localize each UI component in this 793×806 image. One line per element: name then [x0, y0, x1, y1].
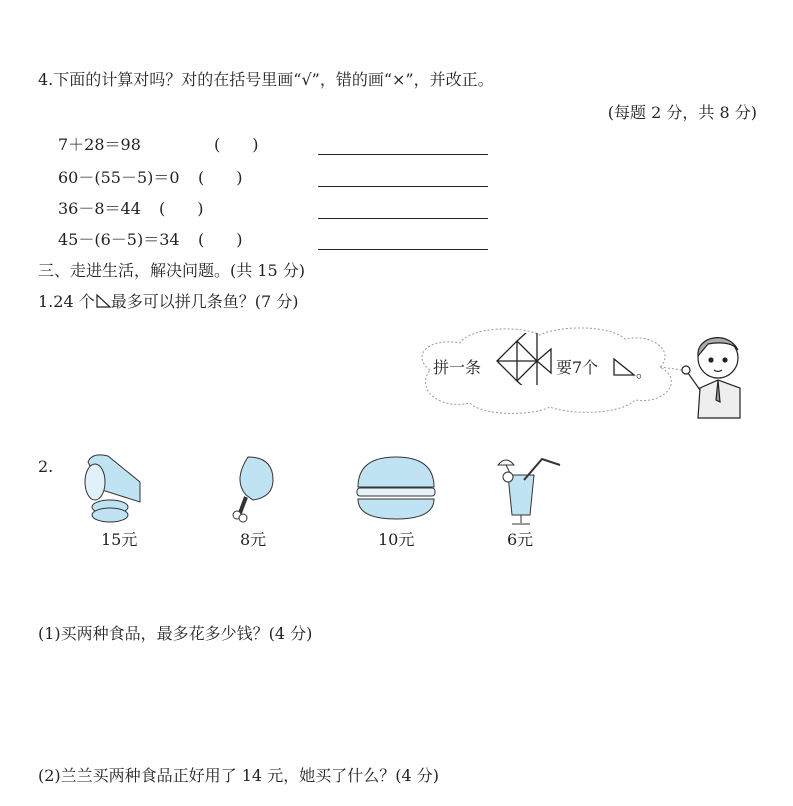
bubble-prefix: 拼一条 [433, 358, 482, 377]
bubble-suffix: 要7个 [556, 358, 599, 377]
equation-4: 45－(6－5)＝34 [58, 230, 180, 249]
drumstick-price: 8元 [240, 530, 267, 549]
q1-prefix: 1.24 个 [38, 292, 95, 311]
answer-paren-4[interactable]: ( ) [198, 230, 243, 249]
triangle-icon [95, 294, 111, 309]
hamburger-price: 10元 [378, 530, 415, 549]
correction-line-3[interactable] [318, 218, 488, 219]
q2-label: 2. [38, 457, 54, 476]
q4-title: 4.下面的计算对吗？对的在括号里画“√”，错的画“×”，并改正。 [38, 70, 494, 89]
bread-price: 15元 [101, 530, 138, 549]
answer-paren-2[interactable]: ( ) [198, 168, 243, 187]
equation-1: 7＋28＝98 [58, 135, 141, 154]
q1-text [38, 292, 298, 312]
answer-paren-1[interactable]: ( ) [214, 135, 259, 154]
hamburger-icon [354, 455, 438, 525]
correction-line-2[interactable] [318, 186, 488, 187]
drink-icon [494, 455, 566, 527]
drumstick-icon [228, 455, 278, 527]
fish-figure-icon [495, 333, 555, 385]
q4-score: (每题 2 分，共 8 分) [607, 103, 757, 122]
boy-illustration [678, 328, 748, 420]
q2-sub2: (2)兰兰买两种食品正好用了 14 元，她买了什么？(4 分) [38, 766, 439, 785]
bread-icon [80, 452, 148, 527]
equation-3: 36－8＝44 [58, 199, 141, 218]
section3-title: 三、走进生活，解决问题。(共 15 分) [38, 261, 306, 280]
correction-line-4[interactable] [318, 249, 488, 250]
drink-price: 6元 [507, 530, 534, 549]
correction-line-1[interactable] [318, 154, 488, 155]
answer-paren-3[interactable]: ( ) [159, 199, 204, 218]
equation-2: 60－(55－5)＝0 [58, 168, 180, 187]
q1-suffix: 最多可以拼几条鱼？(7 分) [110, 292, 299, 311]
triangle-icon [612, 357, 636, 377]
q2-sub1: (1)买两种食品，最多花多少钱？(4 分) [38, 624, 313, 643]
bubble-end: 。 [636, 362, 653, 381]
